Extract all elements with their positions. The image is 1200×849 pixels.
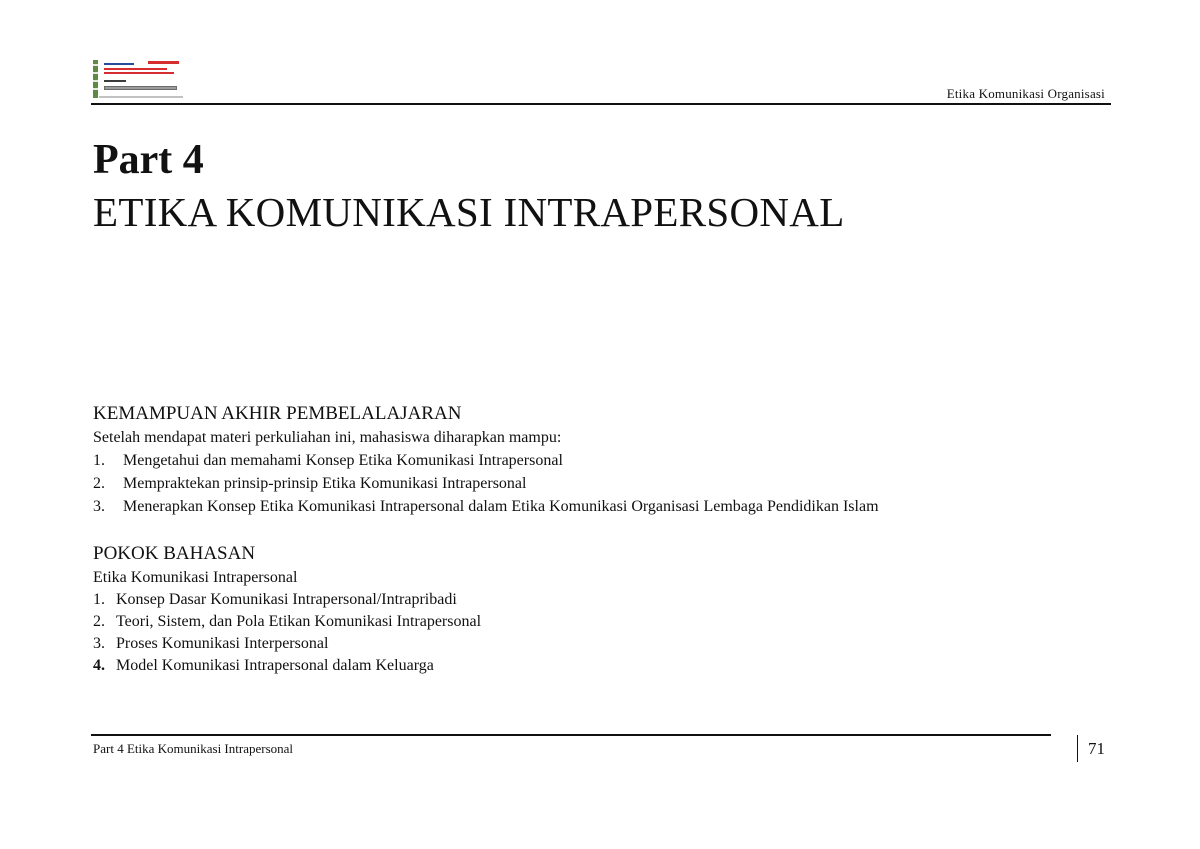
learning-outcome-item xyxy=(93,449,879,472)
running-header-title: Etika Komunikasi Organisasi xyxy=(946,86,1105,101)
page-number-divider xyxy=(1077,735,1078,762)
topics-list xyxy=(93,589,481,677)
topic-item xyxy=(93,589,481,611)
topic-number: 4. xyxy=(93,657,105,674)
topic-number: 2. xyxy=(93,613,105,630)
topic-text: Model Komunikasi Intrapersonal dalam Keluarga xyxy=(116,657,434,674)
footer-rule xyxy=(91,734,1051,736)
learning-outcomes-section xyxy=(93,402,879,518)
topic-number: 3. xyxy=(93,635,105,652)
learning-outcome-number: 1. xyxy=(93,452,105,469)
learning-outcome-number: 2. xyxy=(93,475,105,492)
learning-outcomes-list xyxy=(93,449,879,518)
topic-item xyxy=(93,655,481,677)
learning-outcomes-intro: Setelah mendapat materi perkuliahan ini, mahasiswa diharapkan mampu: xyxy=(93,429,562,446)
learning-outcome-text: Menerapkan Konsep Etika Komunikasi Intrapersonal dalam Etika Komunikasi Organisasi Lembaga Pendidikan Islam xyxy=(123,498,879,515)
topic-text: Teori, Sistem, dan Pola Etikan Komunikasi Intrapersonal xyxy=(116,613,482,630)
learning-outcome-item xyxy=(93,472,879,495)
learning-outcome-text: Mempraktekan prinsip-prinsip Etika Komunikasi Intrapersonal xyxy=(123,475,527,492)
learning-outcomes-heading: KEMAMPUAN AKHIR PEMBELALAJARAN xyxy=(93,403,462,424)
topic-item xyxy=(93,633,481,655)
learning-outcome-item xyxy=(93,495,879,518)
header-rule xyxy=(91,103,1111,105)
page-number: 71 xyxy=(1088,739,1105,758)
topics-heading: POKOK BAHASAN xyxy=(93,543,256,564)
chapter-title: ETIKA KOMUNIKASI INTRAPERSONAL xyxy=(93,189,845,235)
learning-outcome-number: 3. xyxy=(93,498,105,515)
university-banner-logo xyxy=(91,58,183,100)
part-number: Part 4 xyxy=(93,137,204,183)
topics-section xyxy=(93,542,481,677)
topics-intro: Etika Komunikasi Intrapersonal xyxy=(93,569,298,586)
topic-item xyxy=(93,611,481,633)
topic-number: 1. xyxy=(93,591,105,608)
learning-outcome-text: Mengetahui dan memahami Konsep Etika Komunikasi Intrapersonal xyxy=(123,452,563,469)
running-footer-text: Part 4 Etika Komunikasi Intrapersonal xyxy=(93,741,294,756)
topic-text: Proses Komunikasi Interpersonal xyxy=(116,635,329,652)
topic-text: Konsep Dasar Komunikasi Intrapersonal/Intrapribadi xyxy=(116,591,457,608)
